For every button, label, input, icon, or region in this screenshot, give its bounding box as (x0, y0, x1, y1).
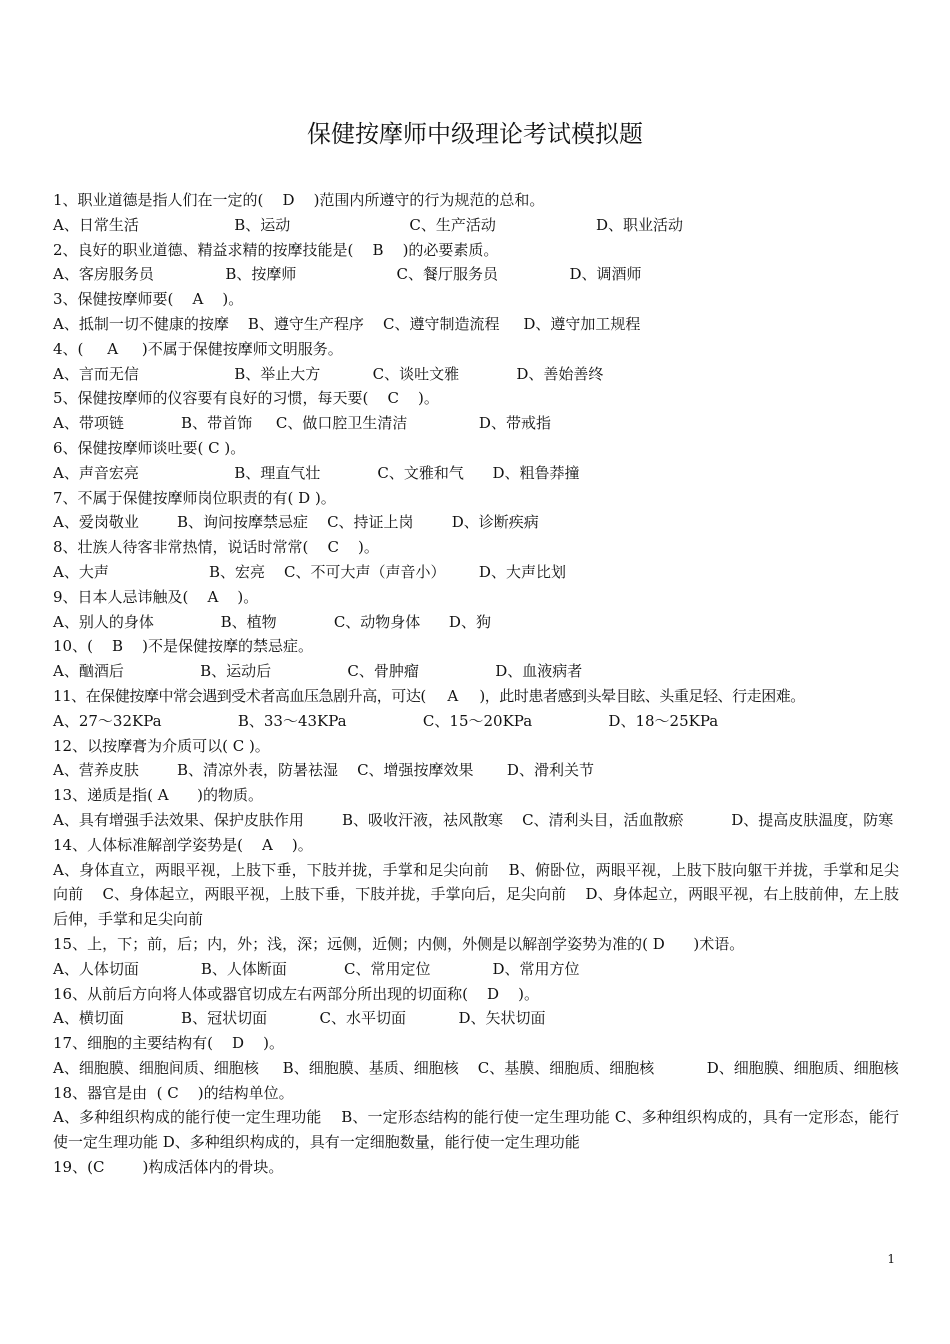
question-list (53, 188, 899, 1180)
q3-options: A、抵制一切不健康的按摩 B、遵守生产程序 C、遵守制造流程 D、遵守加工规程 (53, 314, 641, 333)
q15-stem: 15、上，下；前，后；内，外；浅，深；远侧，近侧；内侧，外侧是以解剖学姿势为准的( D )术语。 (53, 934, 745, 953)
q9-stem: 9、日本人忌讳触及( A )。 (53, 587, 259, 606)
q10-stem: 10、( B )不是保健按摩的禁忌症。 (53, 637, 313, 656)
q16-stem: 16、从前后方向将人体或器官切成左右两部分所出现的切面称( D )。 (53, 984, 539, 1003)
q18-stem: 18、器官是由 ( C )的结构单位。 (53, 1083, 294, 1102)
q10-options: A、酗酒后 B、运动后 C、骨肿瘤 D、血液病者 (53, 662, 583, 681)
q1-options: A、日常生活 B、运动 C、生产活动 D、职业活动 (53, 215, 684, 234)
q4-options: A、言而无信 B、举止大方 C、谈吐文雅 D、善始善终 (53, 364, 604, 383)
q5-stem: 5、保健按摩师的仪容要有良好的习惯，每天要( C )。 (53, 389, 439, 408)
q6-options: A、声音宏亮 B、理直气壮 C、文雅和气 D、粗鲁莽撞 (53, 463, 580, 482)
q13-stem: 13、递质是指( A )的物质。 (53, 786, 264, 805)
q19-stem: 19、(C )构成活体内的骨块。 (53, 1158, 284, 1177)
q17-options: A、细胞膜、细胞间质、细胞核 B、细胞膜、基质、细胞核 C、基膜、细胞质、细胞核 D、细胞膜、细胞质、细胞核 (53, 1058, 899, 1077)
q14-options: A、身体直立，两眼平视，上肢下垂，下肢并拢，手掌和足尖向前 B、俯卧位，两眼平视，上肢下肢向躯干并拢，手掌和足尖向前 C、身体起立，两眼平视，上肢下垂，下肢并拢，手掌向后，足尖向前 D、身体起立，两眼平视，右上肢前伸，左上肢后伸，手掌和足尖向前 (53, 860, 899, 929)
q2-options: A、客房服务员 B、按摩师 C、餐厅服务员 D、调酒师 (53, 265, 642, 284)
q5-options: A、带项链 B、带首饰 C、做口腔卫生清洁 D、带戒指 (53, 414, 551, 433)
q17-stem: 17、细胞的主要结构有( D )。 (53, 1034, 284, 1053)
q12-stem: 12、以按摩膏为介质可以( C )。 (53, 736, 270, 755)
q3-stem: 3、保健按摩师要( A )。 (53, 290, 244, 309)
q1-stem: 1、职业道德是指人们在一定的( D )范围内所遵守的行为规范的总和。 (53, 191, 545, 209)
q12-options: A、营养皮肤 B、清凉外表，防暑祛湿 C、增强按摩效果 D、滑利关节 (53, 761, 594, 780)
q6-stem: 6、保健按摩师谈吐要( C )。 (53, 438, 246, 457)
q8-stem: 8、壮族人待客非常热情，说话时常常( C )。 (53, 538, 379, 557)
q16-options: A、横切面 B、冠状切面 C、水平切面 D、矢状切面 (53, 1009, 546, 1028)
q11-stem: 11、在保健按摩中常会遇到受术者高血压急剧升高，可达( A )，此时患者感到头晕目眩、头重足轻、行走困难。 (53, 686, 805, 705)
q9-options: A、别人的身体 B、植物 C、动物身体 D、狗 (53, 612, 491, 631)
q2-stem: 2、良好的职业道德、精益求精的按摩技能是( B )的必要素质。 (53, 240, 499, 259)
q18-options: A、多种组织构成的能行使一定生理功能 B、一定形态结构的能行使一定生理功能 C、多种组织构成的，具有一定形态，能行使一定生理功能 D、多种组织构成的，具有一定细胞数量，能行使一定生理功能 (53, 1108, 899, 1152)
document-title: 保健按摩师中级理论考试模拟题 (307, 120, 643, 148)
q4-stem: 4、( A )不属于保健按摩师文明服务。 (53, 339, 343, 358)
q11-options: A、27～32KPa B、33～43KPa C、15～20KPa D、18～25KPa (53, 711, 719, 730)
q13-options: A、具有增强手法效果、保护皮肤作用 B、吸收汗液，祛风散寒 C、清利头目，活血散瘀 D、提高皮肤温度，防寒 (53, 810, 894, 829)
q15-options: A、人体切面 B、人体断面 C、常用定位 D、常用方位 (53, 959, 580, 978)
q7-stem: 7、不属于保健按摩师岗位职责的有( D )。 (53, 488, 336, 507)
page-number: 1 (887, 1252, 895, 1266)
q8-options: A、大声 B、宏亮 C、不可大声（声音小） D、大声比划 (53, 562, 566, 581)
q7-options: A、爱岗敬业 B、询问按摩禁忌症 C、持证上岗 D、诊断疾病 (53, 513, 539, 532)
q14-stem: 14、人体标准解剖学姿势是( A )。 (53, 835, 313, 854)
